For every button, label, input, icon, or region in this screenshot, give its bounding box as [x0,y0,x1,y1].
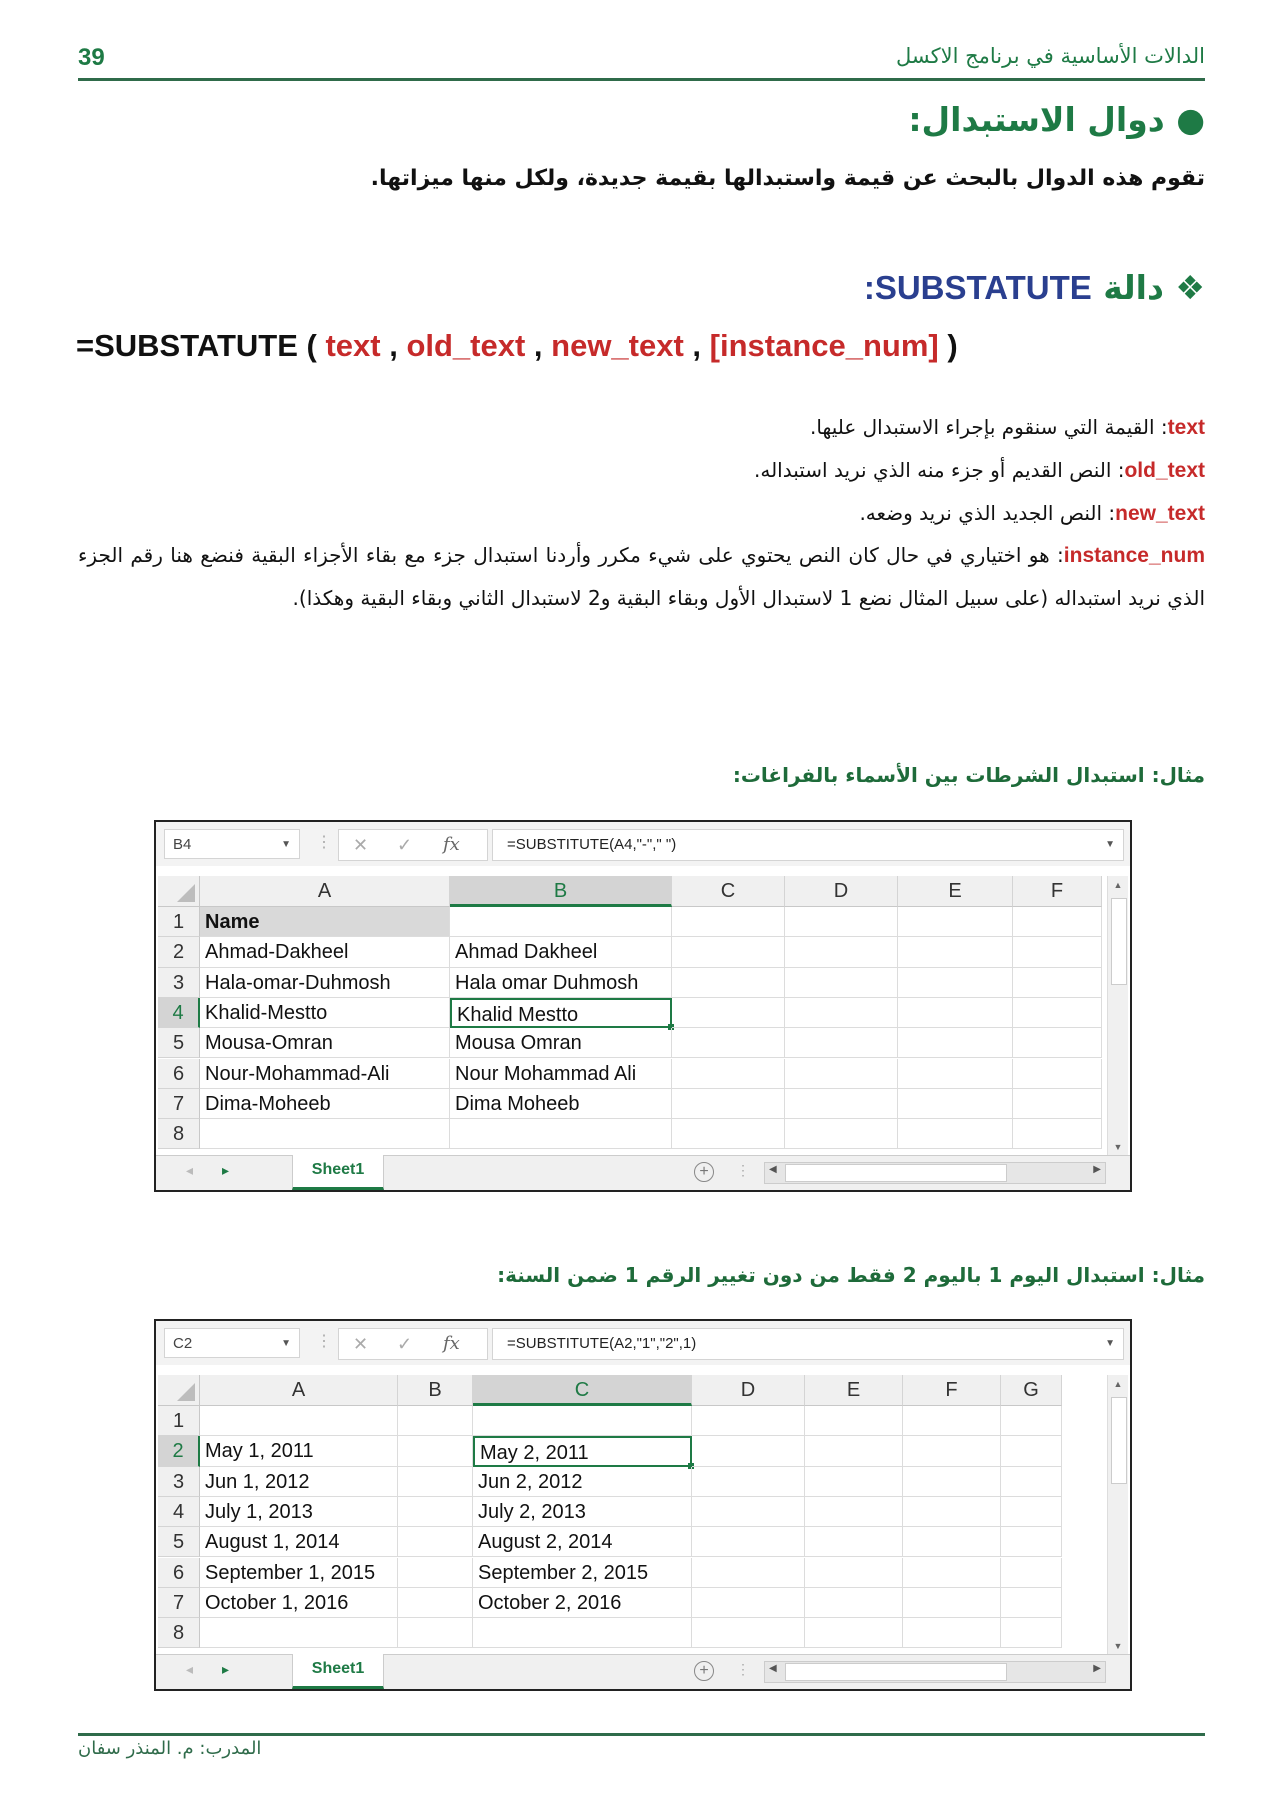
scroll-down-icon[interactable]: ▼ [1113,1142,1123,1152]
formula-buttons [338,829,488,861]
cell-c4[interactable]: July 2, 2013 [473,1497,692,1527]
cell-d6[interactable] [785,1059,898,1089]
section-title [908,100,1205,139]
cell-e4[interactable] [805,1497,903,1527]
name-box[interactable] [164,829,300,859]
function-title [864,268,1205,307]
add-sheet-icon[interactable]: + [694,1661,714,1681]
cell-a4[interactable]: Khalid-Mestto [200,998,450,1028]
cell-a1[interactable]: Name [200,907,450,937]
function-name: SUBSTATUTE [874,269,1092,306]
scroll-right-icon[interactable]: ▶ [1093,1663,1101,1674]
cell-c1[interactable] [473,1406,692,1436]
column-header-b[interactable]: B [398,1375,473,1406]
cell-b2[interactable] [398,1436,473,1466]
header-rule [78,78,1205,81]
sheet-tab-sheet1[interactable]: Sheet1 [292,1654,384,1689]
section-title-text: دوال الاستبدال: [908,100,1165,139]
formula-text: =SUBSTITUTE(A2,"1","2",1) [507,1335,697,1352]
definition-new-text [859,492,1205,535]
chevron-down-icon[interactable]: ▼ [1105,839,1115,850]
scrollbar-thumb[interactable] [1111,898,1127,985]
cancel-icon[interactable]: ✕ [353,835,369,855]
cell-a5[interactable]: August 1, 2014 [200,1527,398,1557]
column-header-f[interactable]: F [1013,876,1102,907]
cell-a2[interactable]: Ahmad-Dakheel [200,937,450,967]
column-header-c[interactable]: C [473,1375,692,1406]
cell-g4[interactable] [1001,1497,1062,1527]
cell-a4[interactable]: July 1, 2013 [200,1497,398,1527]
cell-e5[interactable] [805,1527,903,1557]
cell-f2[interactable] [903,1436,1001,1466]
sheet-tab-sheet1[interactable]: Sheet1 [292,1155,384,1190]
cell-b3[interactable]: Hala omar Duhmosh [450,968,672,998]
cell-a5[interactable]: Mousa-Omran [200,1028,450,1058]
definition-key: old_text [1124,459,1205,482]
column-header-d[interactable]: D [692,1375,805,1406]
cell-b6[interactable] [398,1558,473,1588]
definition-desc: : هو اختياري في حال كان النص يحتوي على شيء مكرر وأردنا استبدال جزء مع بقاء الأجزاء البقية فنضع هنا رقم الجزء الذي نريد استبداله (على سبيل المثال نضع 1 لاستبدال الأول وبقاء البقية و2 لاستبدال الثاني وبقاء البقية وهكذا). [78,543,1205,610]
add-sheet-icon[interactable]: + [694,1162,714,1182]
cell-a8[interactable] [200,1119,450,1149]
cell-c8[interactable] [672,1119,785,1149]
formula-bar [156,1321,1130,1365]
cell-c5[interactable] [672,1028,785,1058]
cell-d6[interactable] [692,1558,805,1588]
cell-f7[interactable] [1013,1089,1102,1119]
row-header-6[interactable]: 6 [158,1059,200,1089]
cell-b8[interactable] [398,1618,473,1648]
column-header-f[interactable]: F [903,1375,1001,1406]
diamond-icon: ❖ [1175,268,1205,307]
function-syntax [76,328,958,364]
cell-b3[interactable] [398,1467,473,1497]
cell-f1[interactable] [1013,907,1102,937]
row-header-4[interactable]: 4 [158,998,200,1028]
function-fx-icon[interactable]: fx [443,834,460,855]
cell-e6[interactable] [898,1059,1013,1089]
cell-b4[interactable]: Khalid Mestto [450,998,672,1028]
cell-c2[interactable]: May 2, 2011 [473,1436,692,1466]
formula-input[interactable] [492,1328,1124,1360]
tab-scroll-left-icon[interactable]: ◂ [186,1162,194,1178]
cell-c2[interactable] [672,937,785,967]
cell-f8[interactable] [903,1618,1001,1648]
cell-e1[interactable] [805,1406,903,1436]
cell-g5[interactable] [1001,1527,1062,1557]
cell-c4[interactable] [672,998,785,1028]
syntax-sep: , [380,328,407,363]
cell-d4[interactable] [692,1497,805,1527]
scroll-left-icon[interactable]: ◀ [769,1164,777,1175]
cell-c8[interactable] [473,1618,692,1648]
cell-d5[interactable] [692,1527,805,1557]
cell-g8[interactable] [1001,1618,1062,1648]
row-header-8[interactable]: 8 [158,1618,200,1648]
cell-a6[interactable]: September 1, 2015 [200,1558,398,1588]
cell-e7[interactable] [805,1588,903,1618]
cell-a6[interactable]: Nour-Mohammad-Ali [200,1059,450,1089]
enter-check-icon[interactable]: ✓ [397,835,413,855]
cell-f4[interactable] [1013,998,1102,1028]
cell-g2[interactable] [1001,1436,1062,1466]
vertical-scrollbar[interactable] [1107,876,1128,1156]
footer-rule [78,1733,1205,1736]
cell-f5[interactable] [903,1527,1001,1557]
cell-g6[interactable] [1001,1558,1062,1588]
example-1-heading: مثال: استبدال الشرطات بين الأسماء بالفراغات: [732,763,1205,787]
syntax-sep: , [525,328,552,363]
column-header-b[interactable]: B [450,876,672,907]
cell-f2[interactable] [1013,937,1102,967]
section-intro: تقوم هذه الدوال بالبحث عن قيمة واستبدالها بقيمة جديدة، ولكل منها ميزاتها. [370,166,1205,191]
cell-d7[interactable] [785,1089,898,1119]
definition-text [810,406,1205,449]
scroll-up-icon[interactable]: ▲ [1113,1379,1123,1389]
cell-e1[interactable] [898,907,1013,937]
tab-scroll-left-icon[interactable]: ◂ [186,1661,194,1677]
cell-a1[interactable] [200,1406,398,1436]
cell-b8[interactable] [450,1119,672,1149]
cell-a7[interactable]: October 1, 2016 [200,1588,398,1618]
select-all-corner[interactable] [158,876,200,907]
scrollbar-thumb[interactable] [785,1663,1007,1681]
cell-d2[interactable] [785,937,898,967]
cell-e7[interactable] [898,1089,1013,1119]
cell-b2[interactable]: Ahmad Dakheel [450,937,672,967]
cell-f8[interactable] [1013,1119,1102,1149]
chevron-down-icon[interactable]: ▼ [281,1338,291,1349]
definition-key: new_text [1115,502,1205,525]
syntax-prefix: =SUBSTATUTE ( [76,328,326,363]
column-header-c[interactable]: C [672,876,785,907]
horizontal-scrollbar[interactable] [764,1661,1106,1683]
cell-d5[interactable] [785,1028,898,1058]
cell-f6[interactable] [903,1558,1001,1588]
scroll-down-icon[interactable]: ▼ [1113,1641,1123,1651]
row-header-3[interactable]: 3 [158,968,200,998]
cell-a3[interactable]: Jun 1, 2012 [200,1467,398,1497]
cell-f7[interactable] [903,1588,1001,1618]
tab-scroll-right-icon[interactable]: ▸ [222,1661,230,1677]
function-fx-icon[interactable]: fx [443,1333,460,1354]
example-2-heading: مثال: استبدال اليوم 1 باليوم 2 فقط من دون تغيير الرقم 1 ضمن السنة: [497,1263,1205,1287]
cell-e3[interactable] [898,968,1013,998]
cell-g3[interactable] [1001,1467,1062,1497]
cell-e3[interactable] [805,1467,903,1497]
excel-screenshot-1 [154,820,1132,1192]
row-header-1[interactable]: 1 [158,1406,200,1436]
cell-b6[interactable]: Nour Mohammad Ali [450,1059,672,1089]
cell-g7[interactable] [1001,1588,1062,1618]
syntax-arg-new-text: new_text [551,328,684,363]
cell-e8[interactable] [898,1119,1013,1149]
column-header-g[interactable]: G [1001,1375,1062,1406]
cell-d3[interactable] [692,1467,805,1497]
cell-b7[interactable] [398,1588,473,1618]
cell-f5[interactable] [1013,1028,1102,1058]
cell-d4[interactable] [785,998,898,1028]
formula-buttons [338,1328,488,1360]
cell-e5[interactable] [898,1028,1013,1058]
cell-e4[interactable] [898,998,1013,1028]
scrollbar-thumb[interactable] [785,1164,1007,1182]
cell-c3[interactable]: Jun 2, 2012 [473,1467,692,1497]
cell-b5[interactable] [398,1527,473,1557]
row-header-8[interactable]: 8 [158,1119,200,1149]
syntax-arg-text: text [325,328,381,363]
chevron-down-icon[interactable]: ▼ [281,839,291,850]
cell-c7[interactable]: October 2, 2016 [473,1588,692,1618]
cell-d1[interactable] [692,1406,805,1436]
cell-b4[interactable] [398,1497,473,1527]
syntax-arg-old-text: old_text [406,328,526,363]
function-label: دالة [1103,268,1164,307]
cell-b5[interactable]: Mousa Omran [450,1028,672,1058]
definition-desc: : النص الجديد الذي نريد وضعه. [859,501,1116,525]
cell-f4[interactable] [903,1497,1001,1527]
cell-e2[interactable] [898,937,1013,967]
row-header-5[interactable]: 5 [158,1028,200,1058]
more-vertical-icon: ⋮ [316,834,332,851]
row-header-1[interactable]: 1 [158,907,200,937]
cell-a3[interactable]: Hala-omar-Duhmosh [200,968,450,998]
formula-input[interactable] [492,829,1124,861]
cell-d8[interactable] [692,1618,805,1648]
cell-f3[interactable] [903,1467,1001,1497]
page-number: 39 [78,44,105,71]
horizontal-scrollbar[interactable] [764,1162,1106,1184]
cell-c6[interactable] [672,1059,785,1089]
row-header-4[interactable]: 4 [158,1497,200,1527]
cell-d3[interactable] [785,968,898,998]
column-header-a[interactable]: A [200,876,450,907]
cell-g1[interactable] [1001,1406,1062,1436]
cell-f3[interactable] [1013,968,1102,998]
chevron-down-icon[interactable]: ▼ [1105,1338,1115,1349]
cell-f6[interactable] [1013,1059,1102,1089]
cell-b1[interactable] [398,1406,473,1436]
definition-desc: : القيمة التي سنقوم بإجراء الاستبدال عليها. [810,415,1168,439]
cell-e2[interactable] [805,1436,903,1466]
formula-bar [156,822,1130,866]
select-all-corner[interactable] [158,1375,200,1406]
name-box-value: B4 [173,836,192,853]
more-vertical-icon: ⋮ [736,1661,750,1677]
vertical-scrollbar[interactable] [1107,1375,1128,1655]
definition-old-text [754,449,1205,492]
syntax-arg-instance-num: [instance_num] [709,328,939,363]
cell-b7[interactable]: Dima Moheeb [450,1089,672,1119]
column-header-e[interactable]: E [805,1375,903,1406]
scroll-left-icon[interactable]: ◀ [769,1663,777,1674]
cell-a2[interactable]: May 1, 2011 [200,1436,398,1466]
column-header-e[interactable]: E [898,876,1013,907]
scroll-right-icon[interactable]: ▶ [1093,1164,1101,1175]
cell-c3[interactable] [672,968,785,998]
cell-e6[interactable] [805,1558,903,1588]
cell-c1[interactable] [672,907,785,937]
row-header-2[interactable]: 2 [158,1436,200,1466]
row-header-6[interactable]: 6 [158,1558,200,1588]
cell-d8[interactable] [785,1119,898,1149]
tab-scroll-right-icon[interactable]: ▸ [222,1162,230,1178]
bullet-icon: ● [1176,100,1205,139]
formula-text: =SUBSTITUTE(A4,"-"," ") [507,836,677,853]
cancel-icon[interactable]: ✕ [353,1334,369,1354]
column-header-d[interactable]: D [785,876,898,907]
more-vertical-icon: ⋮ [316,1333,332,1350]
name-box-value: C2 [173,1335,193,1352]
function-colon: : [863,269,875,306]
excel-screenshot-2 [154,1319,1132,1691]
scrollbar-thumb[interactable] [1111,1397,1127,1484]
enter-check-icon[interactable]: ✓ [397,1334,413,1354]
definition-key: text [1167,416,1205,439]
syntax-sep: , [683,328,710,363]
row-header-7[interactable]: 7 [158,1588,200,1618]
more-vertical-icon: ⋮ [736,1162,750,1178]
cell-a8[interactable] [200,1618,398,1648]
footer-author: المدرب: م. المنذر سفان [78,1738,262,1759]
cell-d1[interactable] [785,907,898,937]
row-header-7[interactable]: 7 [158,1089,200,1119]
cell-a7[interactable]: Dima-Moheeb [200,1089,450,1119]
running-header: الدالات الأساسية في برنامج الاكسل [895,44,1205,68]
cell-d7[interactable] [692,1588,805,1618]
syntax-suffix: ) [938,328,958,363]
name-box[interactable] [164,1328,300,1358]
row-header-5[interactable]: 5 [158,1527,200,1557]
cell-c7[interactable] [672,1089,785,1119]
cell-e8[interactable] [805,1618,903,1648]
cell-c6[interactable]: September 2, 2015 [473,1558,692,1588]
definition-instance-num [78,534,1205,620]
cell-c5[interactable]: August 2, 2014 [473,1527,692,1557]
definition-desc: : النص القديم أو جزء منه الذي نريد استبداله. [753,458,1125,482]
sheet-tab-bar [156,1654,1130,1689]
scroll-up-icon[interactable]: ▲ [1113,880,1123,890]
cell-b1[interactable] [450,907,672,937]
sheet-tab-bar [156,1155,1130,1190]
definition-key: instance_num [1063,544,1205,567]
row-header-3[interactable]: 3 [158,1467,200,1497]
row-header-2[interactable]: 2 [158,937,200,967]
column-header-a[interactable]: A [200,1375,398,1406]
cell-d2[interactable] [692,1436,805,1466]
cell-f1[interactable] [903,1406,1001,1436]
